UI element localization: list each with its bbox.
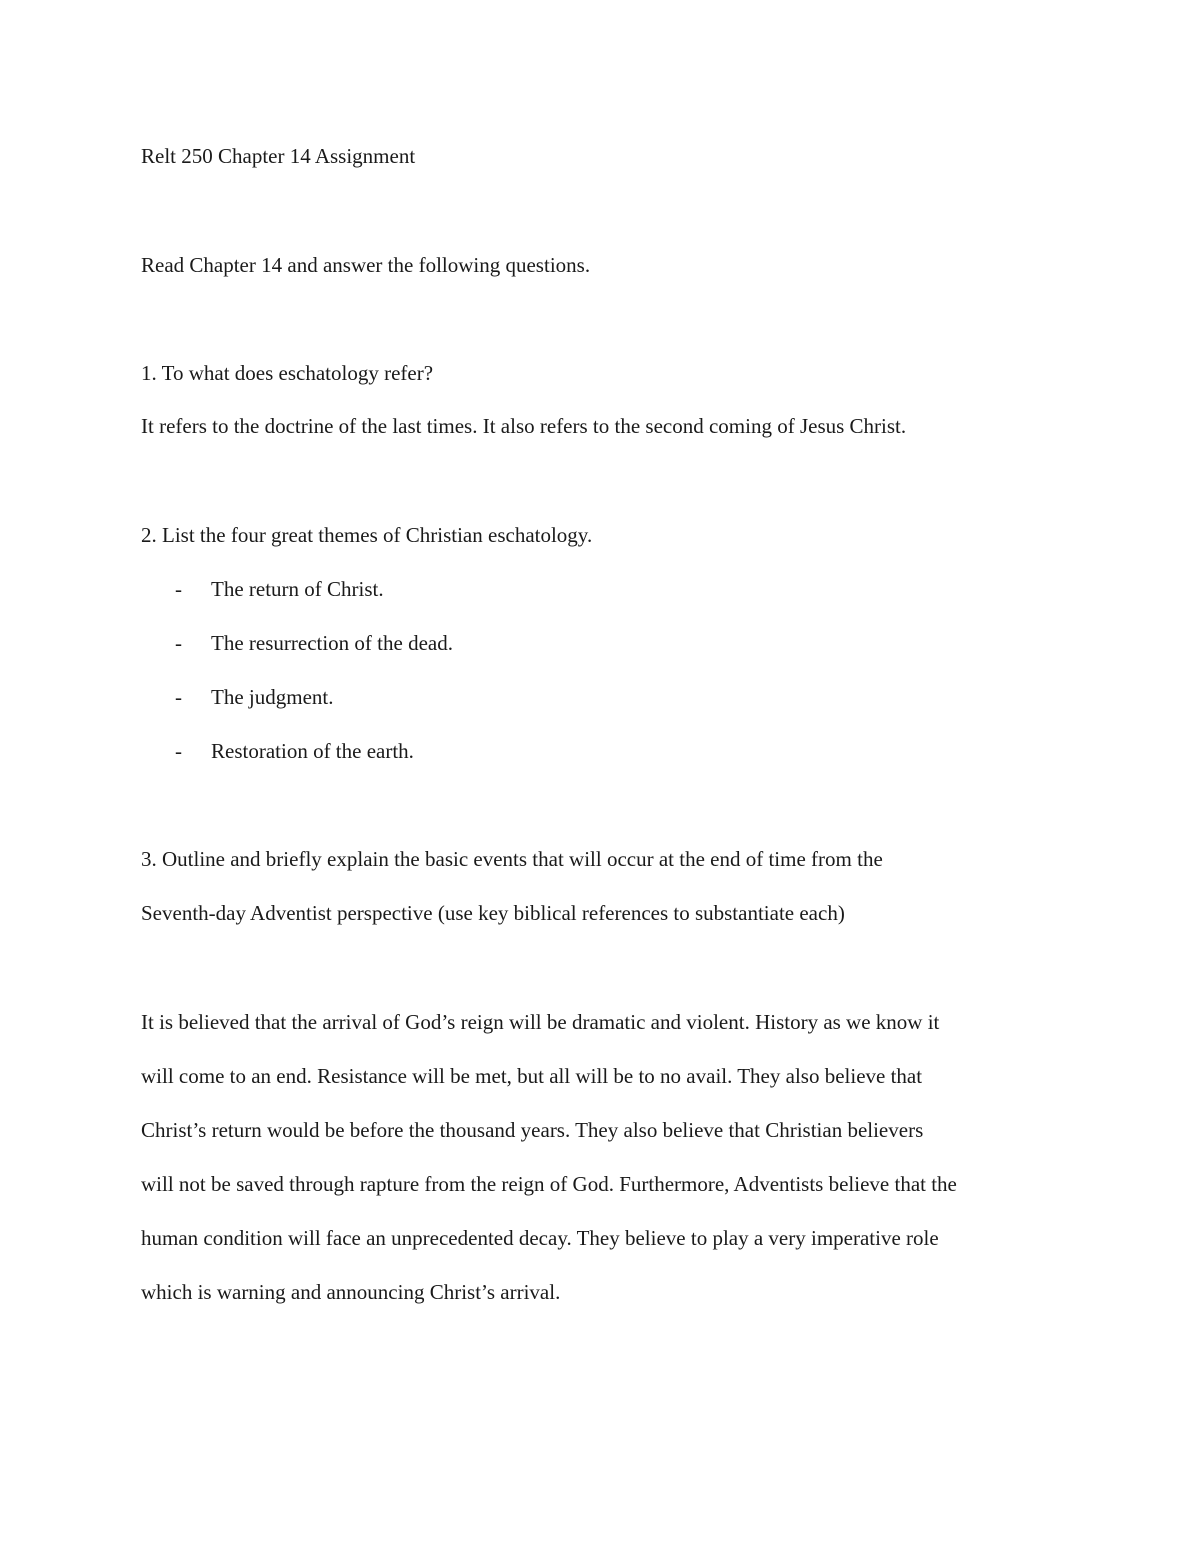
answer-3-line: will not be saved through rapture from the reign of God. Furthermore, Adventists believe that the xyxy=(141,1172,957,1196)
bullet-marker: - xyxy=(175,739,182,763)
answer-3-line: human condition will face an unprecedented decay. They believe to play a very imperative role xyxy=(141,1226,939,1250)
bullet-marker: - xyxy=(175,685,182,709)
document-title: Relt 250 Chapter 14 Assignment xyxy=(141,144,416,168)
question-3-line: 3. Outline and briefly explain the basic events that will occur at the end of time from the xyxy=(141,847,883,871)
bullet-marker: - xyxy=(175,631,182,655)
answer-3-line: will come to an end. Resistance will be met, but all will be to no avail. They also believe that xyxy=(141,1064,923,1088)
list-item-text: The judgment. xyxy=(211,685,334,709)
list-item xyxy=(175,630,453,656)
list-item xyxy=(175,684,333,710)
answer-3-line: Christ’s return would be before the thousand years. They also believe that Christian believers xyxy=(141,1118,924,1142)
list-item-text: The resurrection of the dead. xyxy=(211,631,453,655)
answer-1: It refers to the doctrine of the last times. It also refers to the second coming of Jesus Christ. xyxy=(141,414,907,438)
instructions-text: Read Chapter 14 and answer the following questions. xyxy=(141,253,591,277)
list-item-text: Restoration of the earth. xyxy=(211,739,414,763)
list-item xyxy=(175,738,414,764)
answer-3-line: which is warning and announcing Christ’s arrival. xyxy=(141,1280,561,1304)
list-item xyxy=(175,576,384,602)
list-item-text: The return of Christ. xyxy=(211,577,384,601)
question-3-line: Seventh-day Adventist perspective (use key biblical references to substantiate each) xyxy=(141,901,845,925)
question-1: 1. To what does eschatology refer? xyxy=(141,361,434,385)
bullet-marker: - xyxy=(175,577,182,601)
answer-3-line: It is believed that the arrival of God’s reign will be dramatic and violent. History as we know it xyxy=(141,1010,940,1034)
question-2: 2. List the four great themes of Christian eschatology. xyxy=(141,523,593,547)
